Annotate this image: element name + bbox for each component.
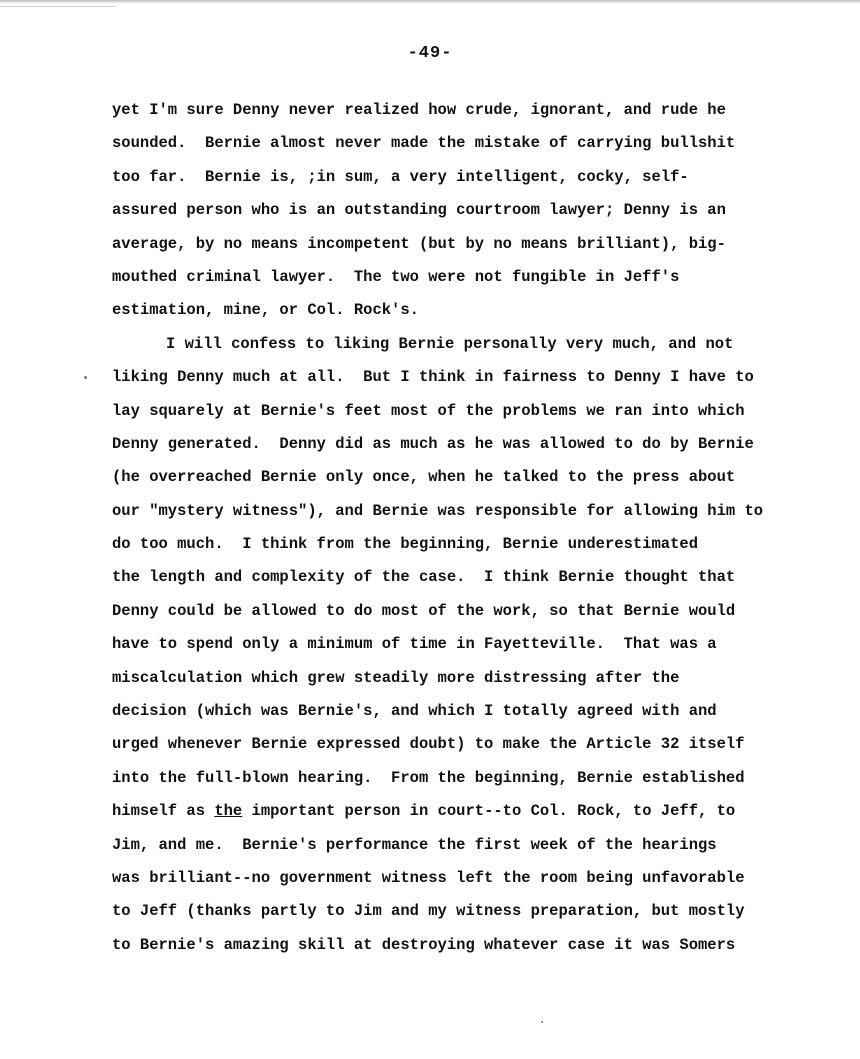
text-line: the length and complexity of the case. I think Bernie thought that — [112, 568, 736, 587]
text-line: decision (which was Bernie's, and which I totally agreed with and — [112, 702, 717, 721]
text-line: assured person who is an outstanding courtroom lawyer; Denny is an — [112, 201, 726, 220]
text-line: mouthed criminal lawyer. The two were not fungible in Jeff's — [112, 267, 680, 286]
underlined-word: the — [214, 802, 243, 821]
line-text-before: himself as — [112, 802, 215, 821]
text-line: estimation, mine, or Col. Rock's. — [112, 301, 419, 320]
text-line: our "mystery witness"), and Bernie was responsible for allowing him to — [112, 501, 764, 520]
text-line-paragraph-start: I will confess to liking Bernie personally very much, and not — [166, 334, 734, 353]
page-number: -49- — [407, 44, 453, 63]
scan-edge-mark — [0, 0, 115, 7]
body-text — [112, 94, 852, 962]
text-line: to Bernie's amazing skill at destroying whatever case it was Somers — [112, 935, 736, 954]
text-line: liking Denny much at all. But I think in fairness to Denny I have to — [112, 368, 754, 387]
scan-speck — [541, 1021, 543, 1023]
line-text-after: important person in court--to Col. Rock, to Jeff, to — [242, 802, 736, 821]
text-line: to Jeff (thanks partly to Jim and my witness preparation, but mostly — [112, 902, 745, 921]
text-line: have to spend only a minimum of time in Fayetteville. That was a — [112, 635, 717, 654]
text-line: yet I'm sure Denny never realized how crude, ignorant, and rude he — [112, 101, 726, 119]
text-line: miscalculation which grew steadily more distressing after the — [112, 668, 680, 687]
text-line: Jim, and me. Bernie's performance the first week of the hearings — [112, 835, 717, 854]
text-line: sounded. Bernie almost never made the mistake of carrying bullshit — [112, 134, 736, 153]
text-line: do too much. I think from the beginning, Bernie underestimated — [112, 535, 698, 554]
text-line: was brilliant--no government witness left the room being unfavorable — [112, 868, 745, 887]
text-line: too far. Bernie is, ;in sum, a very intelligent, cocky, self- — [112, 167, 689, 186]
scan-speck — [84, 376, 87, 379]
scan-top-edge — [0, 0, 860, 3]
text-line: (he overreached Bernie only once, when he talked to the press about — [112, 468, 736, 487]
text-line: Denny generated. Denny did as much as he was allowed to do by Bernie — [112, 434, 754, 453]
text-line: Denny could be allowed to do most of the work, so that Bernie would — [112, 601, 736, 620]
text-line: lay squarely at Bernie's feet most of the problems we ran into which — [112, 401, 745, 420]
text-line: average, by no means incompetent (but by no means brilliant), big- — [112, 234, 726, 253]
text-line: urged whenever Bernie expressed doubt) to make the Article 32 itself — [112, 735, 745, 754]
text-line: into the full-blown hearing. From the beginning, Bernie established — [112, 768, 745, 787]
text-line — [112, 795, 852, 828]
